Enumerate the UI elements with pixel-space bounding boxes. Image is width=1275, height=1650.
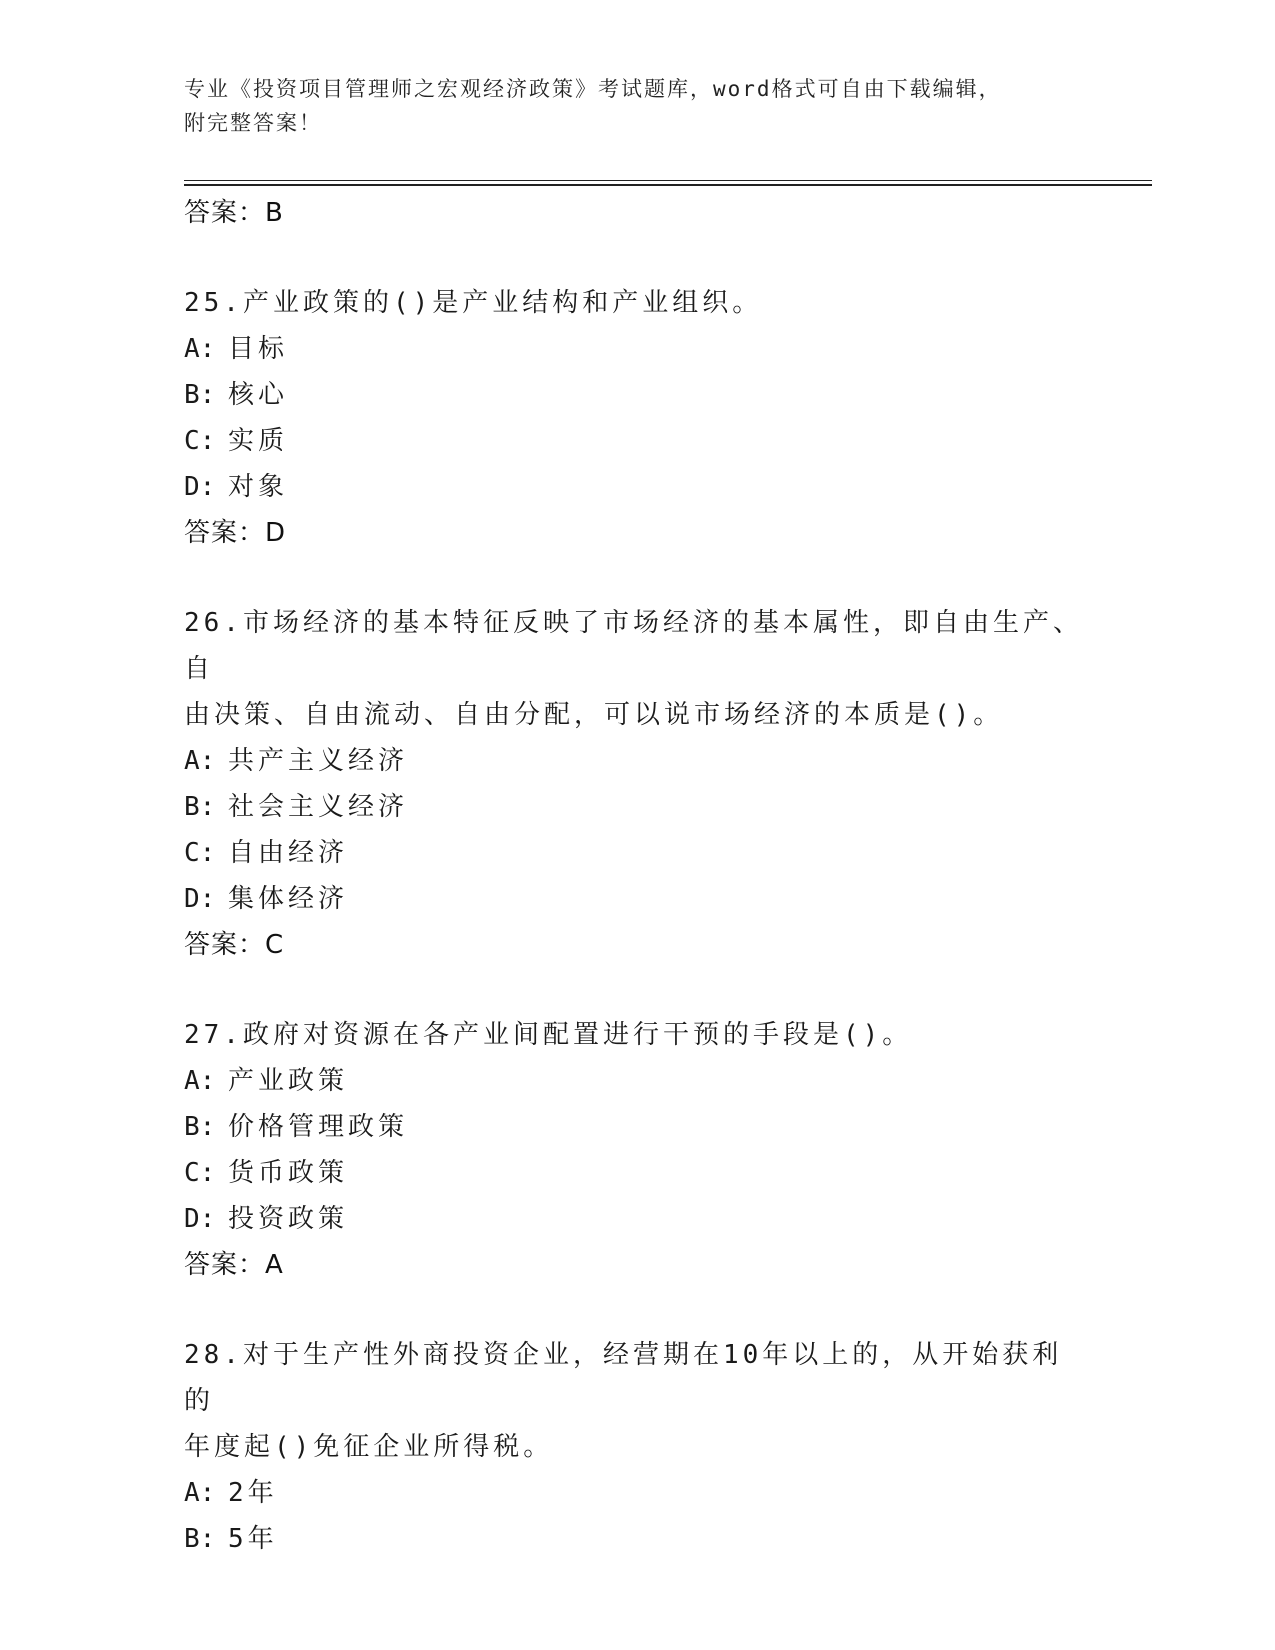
option-label: B: — [184, 1112, 216, 1142]
option-c — [184, 1150, 1084, 1196]
option-label: D: — [184, 472, 216, 502]
header-line-2: 附完整答案！ — [184, 111, 322, 135]
option-b — [184, 1516, 1084, 1562]
option-text: 实质 — [228, 426, 289, 456]
option-label: B: — [184, 1524, 216, 1554]
question-text-line-1: 26.市场经济的基本特征反映了市场经济的基本属性，即自由生产、自 — [184, 608, 1083, 684]
option-label: C: — [184, 426, 216, 456]
document-header — [184, 72, 1084, 140]
option-c — [184, 830, 1084, 876]
question-text-line-1: 28.对于生产性外商投资企业，经营期在10年以上的，从开始获利的 — [184, 1340, 1063, 1416]
header-divider-top — [184, 180, 1152, 181]
question-text: 25.产业政策的()是产业结构和产业组织。 — [184, 288, 763, 318]
option-a — [184, 1058, 1084, 1104]
option-label: C: — [184, 838, 216, 868]
option-label: C: — [184, 1158, 216, 1188]
option-label: D: — [184, 884, 216, 914]
option-text: 共产主义经济 — [228, 746, 409, 776]
option-c — [184, 418, 1084, 464]
option-text: 目标 — [228, 334, 289, 364]
option-text: 5年 — [228, 1524, 278, 1554]
question-27 — [184, 1012, 1084, 1288]
option-label: B: — [184, 792, 216, 822]
option-label: A: — [184, 1478, 216, 1508]
option-text: 自由经济 — [228, 838, 349, 868]
option-text: 投资政策 — [228, 1204, 349, 1234]
option-a — [184, 738, 1084, 784]
option-a — [184, 1470, 1084, 1516]
option-text: 集体经济 — [228, 884, 349, 914]
option-text: 社会主义经济 — [228, 792, 409, 822]
answer: 答案：D — [184, 518, 287, 548]
option-b — [184, 372, 1084, 418]
option-text: 核心 — [228, 380, 289, 410]
option-a — [184, 326, 1084, 372]
answer: 答案：A — [184, 1250, 284, 1280]
option-label: B: — [184, 380, 216, 410]
option-text: 对象 — [228, 472, 289, 502]
option-label: A: — [184, 1066, 216, 1096]
option-text: 货币政策 — [228, 1158, 349, 1188]
option-b — [184, 784, 1084, 830]
option-label: A: — [184, 334, 216, 364]
question-28 — [184, 1332, 1084, 1562]
question-text: 27.政府对资源在各产业间配置进行干预的手段是()。 — [184, 1020, 913, 1050]
answer: 答案：C — [184, 930, 285, 960]
header-divider-bottom — [184, 184, 1152, 186]
option-d — [184, 876, 1084, 922]
question-text-line-2: 年度起()免征企业所得税。 — [184, 1432, 554, 1462]
question-25 — [184, 280, 1084, 556]
option-text: 产业政策 — [228, 1066, 349, 1096]
option-d — [184, 464, 1084, 510]
option-d — [184, 1196, 1084, 1242]
option-text: 价格管理政策 — [228, 1112, 409, 1142]
option-label: A: — [184, 746, 216, 776]
question-text-line-2: 由决策、自由流动、自由分配，可以说市场经济的本质是()。 — [184, 700, 1004, 730]
option-label: D: — [184, 1204, 216, 1234]
previous-answer: 答案：B — [184, 198, 284, 228]
header-line-1: 专业《投资项目管理师之宏观经济政策》考试题库，word格式可自由下载编辑， — [184, 77, 1002, 101]
question-26 — [184, 600, 1084, 968]
option-text: 2年 — [228, 1478, 278, 1508]
option-b — [184, 1104, 1084, 1150]
question-list — [184, 190, 1084, 1562]
